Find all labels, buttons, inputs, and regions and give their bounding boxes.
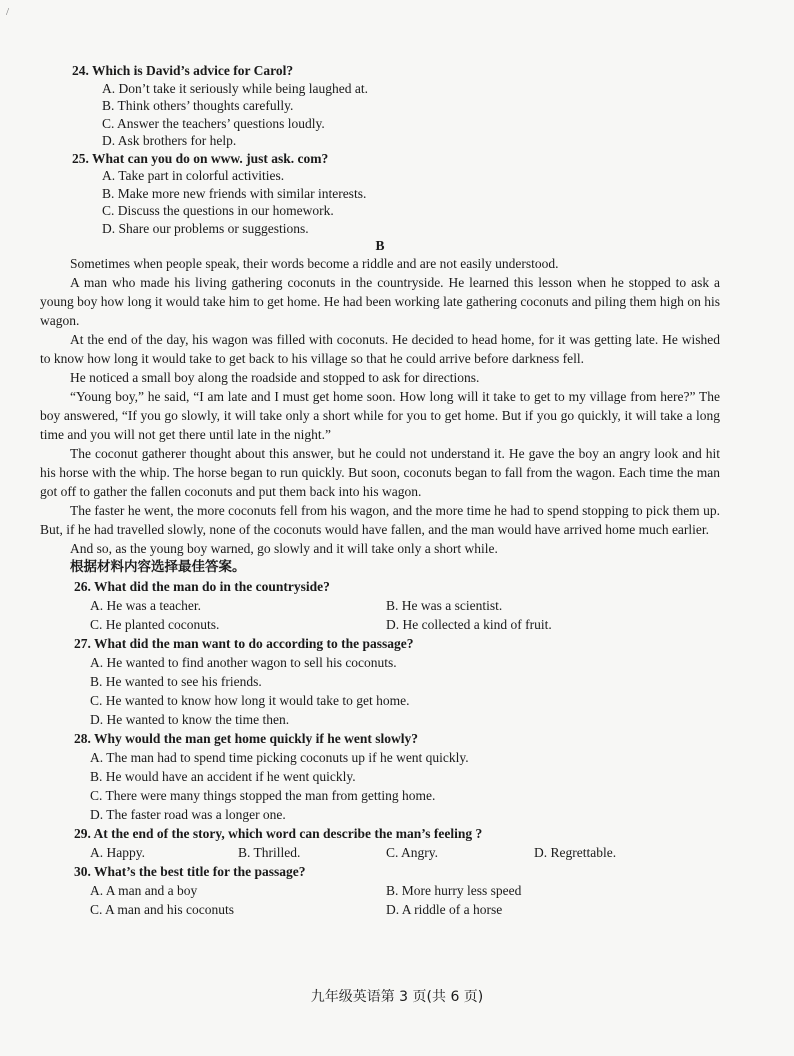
- option-d: D. Ask brothers for help.: [102, 133, 237, 148]
- options-row: [40, 900, 720, 919]
- option-b: B. Make more new friends with similar interests.: [102, 185, 367, 201]
- option-c: C. There were many things stopped the man from getting home.: [90, 788, 436, 803]
- passage-paragraph: At the end of the day, his wagon was filled with coconuts. He decided to head home, for it was getting late. He wished to know how long it would take to get back to his village so that he could arrive before darkness fell.: [40, 332, 720, 366]
- option-a: A. A man and a boy: [90, 883, 198, 898]
- option-a: A. Don’t take it seriously while being laughed at.: [102, 80, 368, 96]
- option-c: C. Answer the teachers’ questions loudly.: [102, 115, 325, 131]
- options-row: [40, 615, 720, 634]
- page-content: [40, 62, 720, 919]
- option-b: B. Thrilled.: [238, 845, 301, 860]
- option-b: B. More hurry less speed: [386, 883, 522, 898]
- corner-mark: /: [6, 6, 10, 18]
- option-a: A. He was a teacher.: [90, 598, 201, 613]
- option-d: D. He wanted to know the time then.: [90, 712, 290, 727]
- option-b: B. He wanted to see his friends.: [90, 674, 262, 689]
- option-c: C. A man and his coconuts: [90, 902, 234, 917]
- question-stem: 28. Why would the man get home quickly if he went slowly?: [74, 731, 419, 746]
- question-stem: 30. What’s the best title for the passage?: [74, 864, 306, 879]
- section-heading-b: B: [375, 238, 385, 253]
- reading-passage: [40, 254, 720, 558]
- option-a: A. Take part in colorful activities.: [102, 168, 285, 183]
- option-c: C. Angry.: [386, 845, 439, 860]
- option-a: A. He wanted to find another wagon to sell his coconuts.: [90, 655, 397, 670]
- option-d: D. Regrettable.: [534, 845, 617, 860]
- question-stem: 27. What did the man want to do according to the passage?: [74, 636, 414, 651]
- option-a: A. The man had to spend time picking coconuts up if he went quickly.: [90, 750, 469, 765]
- passage-paragraph: A man who made his living gathering coconuts in the countryside. He learned this lesson when he stopped to ask a young boy how long it would take him to get home. He had been working late gathering coconuts and piling them high on his wagon.: [40, 275, 720, 328]
- option-c: C. He planted coconuts.: [90, 617, 220, 632]
- question-stem: 25. What can you do on www. just ask. com?: [72, 150, 329, 166]
- option-d: D. The faster road was a longer one.: [90, 807, 286, 822]
- option-d: D. He collected a kind of fruit.: [386, 617, 552, 632]
- passage-paragraph: The coconut gatherer thought about this answer, but he could not understand it. He gave the boy an angry look and hit his horse with the whip. The horse began to run quickly. But soon, coconuts began to fall from the wagon. Each time the man got off to gather the fallen coconuts and put them back into his wagon.: [40, 446, 720, 499]
- option-b: B. He was a scientist.: [386, 598, 503, 613]
- page-footer: 九年级英语第 3 页(共 6 页): [310, 989, 484, 1005]
- question-stem: 29. At the end of the story, which word can describe the man’s feeling ?: [74, 826, 483, 841]
- option-d: D. Share our problems or suggestions.: [102, 220, 309, 236]
- option-b: B. Think others’ thoughts carefully.: [102, 98, 294, 113]
- passage-paragraph: And so, as the young boy warned, go slowly and it will take only a short while.: [70, 541, 498, 556]
- question-24: [40, 62, 720, 150]
- instruction: 根据材料内容选择最佳答案。: [70, 559, 246, 575]
- question-29: [40, 824, 720, 862]
- options-row: [40, 596, 720, 615]
- question-25: [40, 150, 720, 238]
- question-28: [40, 729, 720, 824]
- option-c: C. He wanted to know how long it would take to get home.: [90, 693, 410, 708]
- question-26: [40, 577, 720, 634]
- option-d: D. A riddle of a horse: [386, 902, 503, 917]
- passage-paragraph: Sometimes when people speak, their words become a riddle and are not easily understood.: [70, 256, 559, 271]
- question-stem: 24. Which is David’s advice for Carol?: [72, 63, 294, 78]
- question-30: [40, 862, 720, 919]
- option-a: A. Happy.: [90, 845, 145, 860]
- option-c: C. Discuss the questions in our homework.: [102, 203, 334, 218]
- question-27: [40, 634, 720, 729]
- passage-paragraph: The faster he went, the more coconuts fell from his wagon, and the more time he had to spend stopping to pick them up. But, if he had travelled slowly, none of the coconuts would have fallen, and the man would have arrived home much earlier.: [40, 503, 720, 537]
- question-stem: 26. What did the man do in the countryside?: [74, 579, 330, 594]
- options-row: [40, 843, 720, 862]
- options-row: [40, 881, 720, 900]
- option-b: B. He would have an accident if he went quickly.: [90, 769, 356, 784]
- passage-paragraph: “Young boy,” he said, “I am late and I must get home soon. How long will it take to get to my village from here?” The boy answered, “If you go slowly, it will take only a short while for you to get home. But if you go quickly, it will take a long time and you will not get there until late in the night.”: [40, 389, 720, 442]
- passage-paragraph: He noticed a small boy along the roadside and stopped to ask for directions.: [70, 370, 480, 385]
